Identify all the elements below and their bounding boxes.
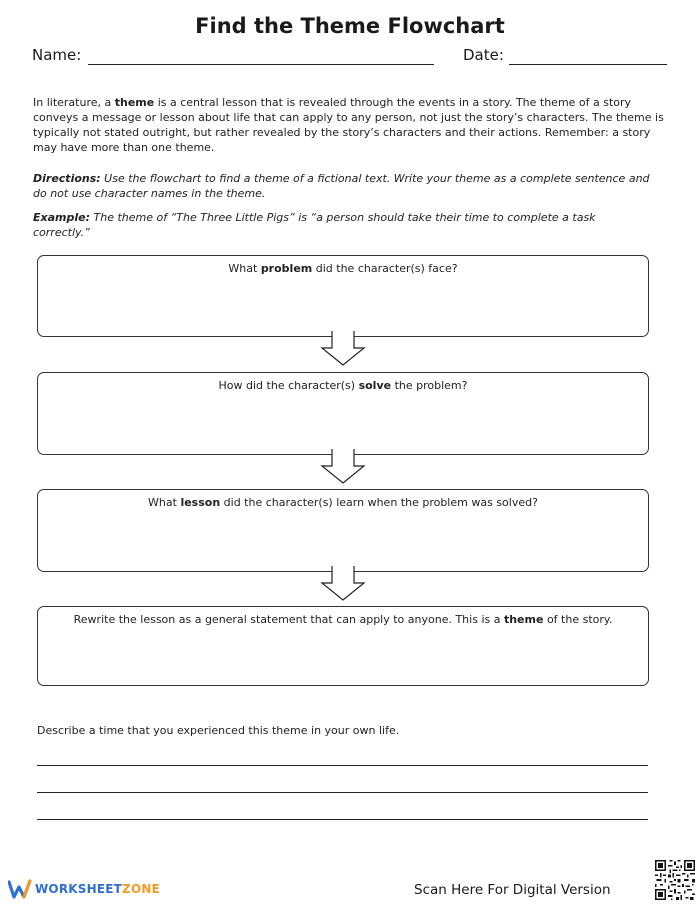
intro-text-2: is a central lesson that is revealed through the events in a story. The theme of a story conveys a message or lesson about life that can apply to any person, not just the story’s characters. The theme is typically not stated outright, but rather revealed by the story’s characters and their actions. Remember: a story may have more than one theme. <box>33 96 664 154</box>
worksheetzone-logo-icon <box>8 879 32 899</box>
writing-line[interactable] <box>37 792 648 793</box>
flowchart-box-theme[interactable] <box>37 606 649 686</box>
example-paragraph <box>33 210 633 240</box>
box-prompt-problem: What problem did the character(s) face? <box>228 262 458 275</box>
brand-name: WORKSHEETZONE <box>35 882 160 896</box>
directions-label: Directions: <box>33 172 101 185</box>
name-line[interactable] <box>88 64 434 65</box>
name-label: Name: <box>32 46 82 64</box>
flowchart-box-solve[interactable] <box>37 372 649 455</box>
describe-prompt: Describe a time that you experienced this theme in your own life. <box>37 724 400 737</box>
directions-paragraph <box>33 171 653 201</box>
intro-paragraph <box>33 95 669 155</box>
scan-text: Scan Here For Digital Version <box>414 882 611 898</box>
writing-line[interactable] <box>37 819 648 820</box>
down-arrow-icon <box>320 331 366 367</box>
flowchart-box-problem[interactable] <box>37 255 649 337</box>
intro-text-1: In literature, a <box>33 96 115 109</box>
down-arrow-icon <box>320 449 366 485</box>
directions-text: Use the flowchart to find a theme of a fictional text. Write your theme as a complete sentence and do not use character names in the theme. <box>33 172 650 200</box>
intro-bold-theme: theme <box>114 96 155 109</box>
date-label: Date: <box>463 46 504 64</box>
down-arrow-icon <box>320 566 366 602</box>
qr-code-icon[interactable] <box>655 860 695 900</box>
date-line[interactable] <box>509 64 667 65</box>
box-prompt-lesson: What lesson did the character(s) learn when the problem was solved? <box>148 496 538 509</box>
box-prompt-solve: How did the character(s) solve the problem? <box>218 379 468 392</box>
box-prompt-theme: Rewrite the lesson as a general statement that can apply to anyone. This is a theme of the story. <box>73 613 613 626</box>
page-title: Find the Theme Flowchart <box>195 14 505 38</box>
example-label: Example: <box>33 211 90 224</box>
flowchart-box-lesson[interactable] <box>37 489 649 572</box>
example-text: The theme of “The Three Little Pigs” is “a person should take their time to complete a task correctly.” <box>33 211 596 239</box>
writing-line[interactable] <box>37 765 648 766</box>
